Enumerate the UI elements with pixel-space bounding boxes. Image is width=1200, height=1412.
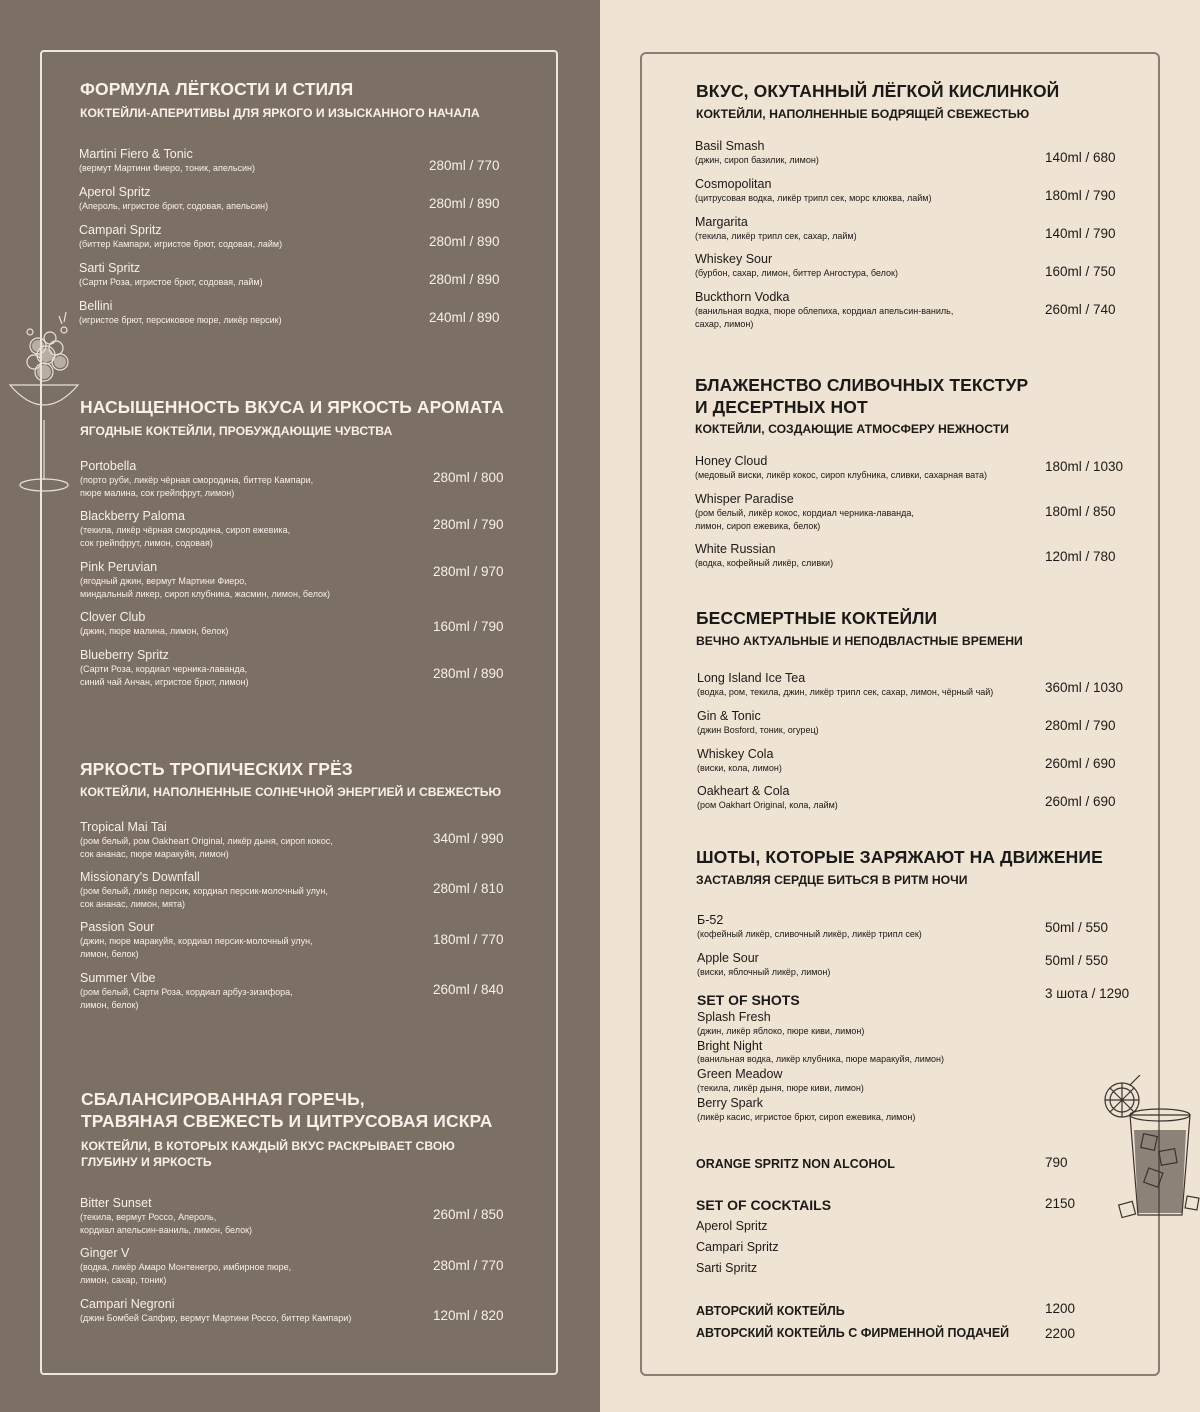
section-subtitle: КОКТЕЙЛИ-АПЕРИТИВЫ ДЛЯ ЯРКОГО И ИЗЫСКАННОГО НАЧАЛА [80,106,480,120]
menu-item-desc: (ром белый, ликёр кокос, кордиал черника-лаванда, лимон, сироп ежевика, белок) [695,508,914,531]
menu-item-price: 180ml / 1030 [1045,459,1124,474]
shot-desc: (джин, ликёр яблоко, пюре киви, лимон) [697,1026,865,1036]
section-title: ВКУС, ОКУТАННЫЙ ЛЁГКОЙ КИСЛИНКОЙ [696,81,1060,101]
menu-item-name: Б-52 [697,913,724,927]
menu-item-name: Blueberry Spritz [80,648,169,662]
set-of-shots-title: SET OF SHOTS [697,992,800,1008]
menu-item-name: Apple Sour [697,951,759,965]
menu-item-name: Margarita [695,215,748,229]
menu-item-name: Tropical Mai Tai [80,820,167,834]
menu-item-price: 260ml / 690 [1045,794,1116,809]
menu-item-name: Whiskey Cola [697,747,774,761]
menu-item-desc: (текила, вермут Россо, Апероль, кордиал апельсин-ваниль, лимон, белок) [80,1212,253,1235]
set-cocktail-item: Sarti Spritz [696,1261,758,1275]
menu-item-desc: (джин, пюре малина, лимон, белок) [80,626,229,636]
menu-item-desc: (водка, ликёр Амаро Монтенегро, имбирное пюре, лимон, сахар, тоник) [80,1262,292,1285]
menu-item-price: 260ml / 690 [1045,756,1116,771]
shot-name: Berry Spark [697,1096,763,1110]
menu-item-desc: (джин, сироп базилик, лимон) [695,155,819,165]
menu-item-name: Martini Fiero & Tonic [79,147,193,161]
menu-item-desc: (ягодный джин, вермут Мартини Фиеро, миндальный ликер, сироп клубника, жасмин, лимон, белок) [80,576,330,599]
menu-item-price: 50ml / 550 [1045,953,1109,968]
menu-item-name: Bitter Sunset [80,1196,152,1210]
author-cocktail-title: АВТОРСКИЙ КОКТЕЙЛЬ [696,1304,845,1318]
iced-cola-glass-icon [1100,1075,1200,1225]
menu-item-name: Campari Spritz [79,223,162,237]
menu-item-desc: (бурбон, сахар, лимон, биттер Ангостура, белок) [695,268,898,278]
menu-item-name: Sarti Spritz [79,261,141,275]
menu-item-name: Passion Sour [80,920,155,934]
menu-item-desc: (ром Oakhart Original, кола, лайм) [697,800,838,810]
menu-item-name: Long Island Ice Tea [697,671,806,685]
shot-name: Splash Fresh [697,1010,771,1024]
section-subtitle: ЗАСТАВЛЯЯ СЕРДЦЕ БИТЬСЯ В РИТМ НОЧИ [696,873,968,887]
menu-item-desc: (джин Bosford, тоник, огурец) [697,725,819,735]
section-title: БЕССМЕРТНЫЕ КОКТЕЙЛИ [696,608,938,628]
menu-item-desc: (вермут Мартини Фиеро, тоник, апельсин) [79,163,256,173]
menu-item-name: Bellini [79,299,113,313]
menu-item-desc: (биттер Кампари, игристое брют, содовая, лайм) [79,239,283,249]
menu-item-price: 280ml / 790 [1045,718,1116,733]
author-cocktail-price: 1200 [1045,1301,1076,1316]
section-title: НАСЫЩЕННОСТЬ ВКУСА И ЯРКОСТЬ АРОМАТА [80,397,504,417]
section-subtitle: КОКТЕЙЛИ, В КОТОРЫХ КАЖДЫЙ ВКУС РАСКРЫВАЕТ СВОЮ ГЛУБИНУ И ЯРКОСТЬ [81,1139,455,1169]
menu-item-price: 280ml / 890 [433,666,504,681]
menu-item-name: Clover Club [80,610,146,624]
menu-item-name: Cosmopolitan [695,177,772,191]
menu-item-price: 120ml / 780 [1045,549,1116,564]
menu-item-price: 180ml / 790 [1045,188,1116,203]
menu-item-name: Honey Cloud [695,454,768,468]
menu-item-price: 120ml / 820 [433,1308,504,1323]
menu-item-desc: (ванильная водка, пюре облепиха, кордиал апельсин-ваниль, сахар, лимон) [695,306,954,329]
author-cocktail-special-price: 2200 [1045,1326,1076,1341]
menu-item-desc: (медовый виски, ликёр кокос, сироп клубника, сливки, сахарная вата) [695,470,988,480]
menu-item-name: Portobella [80,459,137,473]
menu-item-desc: (игристое брют, персиковое пюре, ликёр персик) [79,315,282,325]
shot-desc: (ликёр касис, игристое брют, сироп ежевика, лимон) [697,1112,916,1122]
menu-item-desc: (цитрусовая водка, ликёр трипл сек, морс клюква, лайм) [695,193,932,203]
menu-item-desc: (текила, ликёр трипл сек, сахар, лайм) [695,231,857,241]
menu-item-desc: (ром белый, ром Oakheart Original, ликёр дыня, сироп кокос, сок ананас, пюре маракуйя, лимон) [80,836,333,859]
set-of-cocktails-title: SET OF COCKTAILS [696,1197,832,1213]
menu-item-desc: (Сарти Роза, кордиал черника-лаванда, синий чай Анчан, игристое брют, лимон) [80,664,249,687]
set-cocktail-item: Aperol Spritz [696,1219,768,1233]
menu-item-desc: (джин Бомбей Сапфир, вермут Мартини Россо, биттер Кампари) [80,1313,352,1323]
menu-item-price: 260ml / 850 [433,1207,504,1222]
menu-item-name: Pink Peruvian [80,560,158,574]
set-of-cocktails-price: 2150 [1045,1196,1076,1211]
menu-item-name: Oakheart & Cola [697,784,790,798]
menu-item-price: 280ml / 890 [429,272,500,287]
menu-item-name: Whisper Paradise [695,492,794,506]
menu-item-price: 280ml / 970 [433,564,504,579]
menu-item-desc: (Апероль, игристое брют, содовая, апельсин) [79,201,269,211]
menu-item-price: 50ml / 550 [1045,920,1109,935]
section-title: БЛАЖЕНСТВО СЛИВОЧНЫХ ТЕКСТУР И ДЕСЕРТНЫХ НОТ [695,375,1029,417]
menu-item-desc: (текила, ликёр чёрная смородина, сироп ежевика, сок грейпфрут, лимон, содовая) [80,525,291,548]
menu-item-name: White Russian [695,542,776,556]
menu-item-price: 240ml / 890 [429,310,500,325]
menu-item-name: Gin & Tonic [697,709,761,723]
menu-item-price: 140ml / 680 [1045,150,1116,165]
section-subtitle: КОКТЕЙЛИ, НАПОЛНЕННЫЕ БОДРЯЩЕЙ СВЕЖЕСТЬЮ [696,107,1030,121]
section-title: ЯРКОСТЬ ТРОПИЧЕСКИХ ГРЁЗ [80,759,353,779]
shot-desc: (текила, ликёр дыня, пюре киви, лимон) [697,1083,864,1093]
shot-name: Bright Night [697,1039,763,1053]
menu-item-price: 280ml / 800 [433,470,504,485]
menu-item-name: Buckthorn Vodka [695,290,790,304]
menu-item-desc: (ром белый, Сарти Роза, кордиал арбуз-зизифора, лимон, белок) [80,987,293,1010]
menu-item-name: Basil Smash [695,139,765,153]
menu-item-desc: (виски, яблочный ликёр, лимон) [697,967,831,977]
menu-item-name: Campari Negroni [80,1297,175,1311]
set-of-shots-price: 3 шота / 1290 [1045,986,1130,1001]
shot-desc: (ванильная водка, ликёр клубника, пюре маракуйя, лимон) [697,1054,944,1064]
section-title: СБАЛАНСИРОВАННАЯ ГОРЕЧЬ, ТРАВЯНАЯ СВЕЖЕСТЬ И ЦИТРУСОВАЯ ИСКРА [81,1089,493,1131]
orange-spritz-title: ORANGE SPRITZ NON ALCOHOL [696,1157,895,1171]
menu-item-price: 280ml / 810 [433,881,504,896]
menu-item-name: Ginger V [80,1246,130,1260]
menu-item-price: 180ml / 770 [433,932,504,947]
menu-item-desc: (виски, кола, лимон) [697,763,782,773]
menu-item-desc: (ром белый, ликёр персик, кордиал персик-молочный улун, сок ананас, лимон, мята) [80,886,328,909]
author-cocktail-special-title: АВТОРСКИЙ КОКТЕЙЛЬ С ФИРМЕННОЙ ПОДАЧЕЙ [696,1326,1010,1340]
menu-item-name: Blackberry Paloma [80,509,185,523]
menu-item-price: 160ml / 750 [1045,264,1116,279]
menu-item-name: Whiskey Sour [695,252,773,266]
menu-item-price: 260ml / 740 [1045,302,1116,317]
orange-spritz-price: 790 [1045,1155,1068,1170]
section-title: ШОТЫ, КОТОРЫЕ ЗАРЯЖАЮТ НА ДВИЖЕНИЕ [696,847,1103,867]
menu-item-price: 340ml / 990 [433,831,504,846]
menu-item-name: Aperol Spritz [79,185,151,199]
section-subtitle: ВЕЧНО АКТУАЛЬНЫЕ И НЕПОДВЛАСТНЫЕ ВРЕМЕНИ [696,634,1023,648]
set-cocktail-item: Campari Spritz [696,1240,779,1254]
menu-item-price: 280ml / 790 [433,517,504,532]
menu-item-price: 180ml / 850 [1045,504,1116,519]
menu-item-price: 260ml / 840 [433,982,504,997]
menu-item-price: 280ml / 890 [429,234,500,249]
menu-item-desc: (джин, пюре маракуйя, кордиал персик-молочный улун, лимон, белок) [80,936,313,959]
menu-item-name: Missionary's Downfall [80,870,200,884]
menu-item-price: 360ml / 1030 [1045,680,1124,695]
coupe-glass-icon [4,310,84,500]
section-subtitle: КОКТЕЙЛИ, НАПОЛНЕННЫЕ СОЛНЕЧНОЙ ЭНЕРГИЕЙ И СВЕЖЕСТЬЮ [80,785,502,799]
section-subtitle: ЯГОДНЫЕ КОКТЕЙЛИ, ПРОБУЖДАЮЩИЕ ЧУВСТВА [80,424,393,438]
menu-item-name: Summer Vibe [80,971,156,985]
menu-item-desc: (водка, ром, текила, джин, ликёр трипл сек, сахар, лимон, чёрный чай) [697,687,994,697]
menu-item-price: 280ml / 890 [429,196,500,211]
menu-item-price: 280ml / 770 [433,1258,504,1273]
menu-item-desc: (порто руби, ликёр чёрная смородина, биттер Кампари, пюре малина, сок грейпфрут, лимон) [80,475,314,498]
section-title: ФОРМУЛА ЛЁГКОСТИ И СТИЛЯ [80,79,354,99]
shot-name: Green Meadow [697,1067,783,1081]
section-subtitle: КОКТЕЙЛИ, СОЗДАЮЩИЕ АТМОСФЕРУ НЕЖНОСТИ [695,422,1009,436]
menu-item-desc: (Сарти Роза, игристое брют, содовая, лайм) [79,277,263,287]
menu-item-desc: (кофейный ликёр, сливочный ликёр, ликёр трипл сек) [697,929,922,939]
menu-item-desc: (водка, кофейный ликёр, сливки) [695,558,834,568]
menu-item-price: 160ml / 790 [433,619,504,634]
menu-item-price: 280ml / 770 [429,158,500,173]
menu-item-price: 140ml / 790 [1045,226,1116,241]
